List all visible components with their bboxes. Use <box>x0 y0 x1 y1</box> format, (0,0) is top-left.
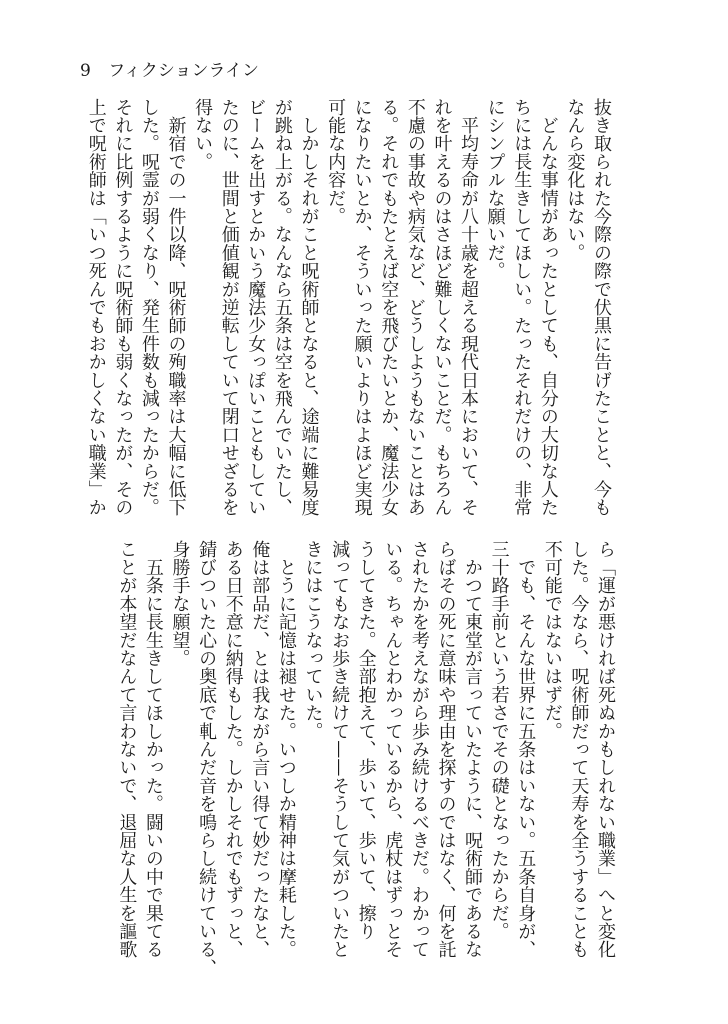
text-line: になりたいとか、そういった願いよりはよほど実現 <box>351 98 373 517</box>
text-line: した。呪霊が弱くなり、発生件数も減ったからだ。 <box>138 98 160 517</box>
text-block-bottom <box>113 540 618 977</box>
text-line: ちには長生きしてほしい。たったそれだけの、非常 <box>511 98 533 517</box>
text-line: それに比例するように呪術師も弱くなったが、その <box>112 98 134 517</box>
text-line: ことが本望だなんて言わないで、退屈な人生を謳歌 <box>116 540 138 959</box>
text-line: ビームを出すとかいう魔法少女っぽいこともしてい <box>245 98 267 517</box>
text-line: 平均寿命が八十歳を超える現代日本において、そ <box>458 98 480 517</box>
text-line: 新宿での一件以降、呪術師の殉職率は大幅に低下 <box>165 98 187 517</box>
text-line: きにはこうなっていた。 <box>302 540 324 741</box>
page-number: 9 <box>80 61 91 81</box>
text-line: れを叶えるのはさほど難しくないことだ。もちろん <box>431 98 453 517</box>
running-header <box>80 56 259 81</box>
text-line: でも、そんな世界に五条はいない。五条自身が、 <box>515 540 537 959</box>
text-line: した。今なら、呪術師だって天寿を全うすることも <box>568 540 590 959</box>
text-line: どんな事情があったとしても、自分の大切な人た <box>537 98 559 517</box>
text-line: たのに、世間と価値観が逆転していて閉口せざるを <box>218 98 240 517</box>
text-line: 俺は部品だ、とは我ながら言い得て妙だったなと、 <box>249 540 271 959</box>
text-line: 不慮の事故や病気など、どうしようもないことはあ <box>404 98 426 517</box>
text-line: ある日不意に納得もした。しかしそれでもずっと、 <box>222 540 244 959</box>
text-line: 身勝手な願望。 <box>169 540 191 668</box>
text-line: 抜き取られた今際の際で伏黒に告げたことと、今も <box>591 98 612 517</box>
text-line: る。それでもたとえば空を飛びたいとか、魔法少女 <box>378 98 400 517</box>
text-line: 五条に長生きしてほしかった。闘いの中で果てる <box>142 540 164 959</box>
text-line: 可能な内容だ。 <box>325 98 347 226</box>
text-line: とうに記憶は褪せた。いつしか精神は摩耗した。 <box>275 540 297 959</box>
text-line: 三十路手前という若さでその礎となったからだ。 <box>488 540 510 941</box>
text-line: されたかを考えながら歩み続けるべきだ。わかって <box>408 540 430 959</box>
text-line: しかしそれがこと呪術師となると、途端に難易度 <box>298 98 320 517</box>
text-line: 得ない。 <box>192 98 214 171</box>
text-line: が跳ね上がる。なんなら五条は空を飛んでいたし、 <box>271 98 293 517</box>
text-line: にシンプルな願いだ。 <box>484 98 506 280</box>
chapter-title: フィクションライン <box>108 61 260 81</box>
text-line: らばその死に意味や理由を探すのではなく、何を託 <box>435 540 457 959</box>
text-line: 錆びついた心の奥底で軋んだ音を鳴らし続けている、 <box>196 540 218 977</box>
text-line: うしてきた。全部抱えて、歩いて、歩いて、擦り <box>355 540 377 941</box>
text-line: 減ってもなお歩き続けて——そうして気がついたと <box>329 540 351 959</box>
text-line: かつて東堂が言っていたように、呪術師であるな <box>462 540 484 959</box>
text-line: いる。ちゃんとわかっているから、虎杖はずっとそ <box>382 540 404 959</box>
text-block-top <box>82 98 614 517</box>
text-line: ら「運が悪ければ死ぬかもしれない職業」へと変化 <box>595 540 616 959</box>
text-line: 不可能ではないはずだ。 <box>541 540 563 741</box>
text-line: 上で呪術師は「いつ死んでもおかしくない職業」か <box>85 98 107 517</box>
text-line: なんら変化はない。 <box>564 98 586 262</box>
